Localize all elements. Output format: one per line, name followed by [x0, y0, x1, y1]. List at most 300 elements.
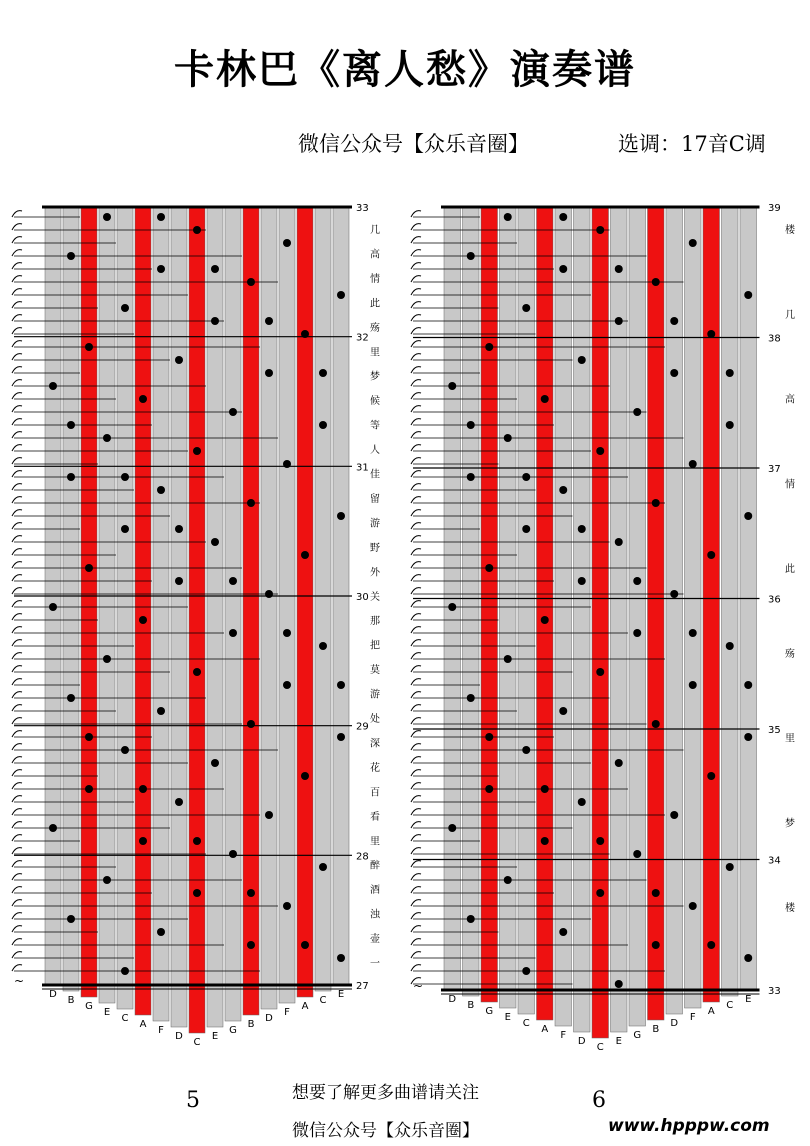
note-flag	[411, 809, 421, 815]
note-flag	[12, 757, 22, 763]
note-flag	[411, 211, 421, 217]
note-flag	[12, 653, 22, 659]
note-dot	[596, 226, 604, 234]
key-letter: E	[103, 1007, 111, 1018]
note-flag	[411, 783, 421, 789]
note-flag	[12, 783, 22, 789]
note-dot	[541, 837, 549, 845]
lyric-char: 一	[370, 958, 380, 970]
note-dot	[596, 447, 604, 455]
note-flag	[411, 354, 421, 360]
note-dot	[265, 590, 273, 598]
note-dot	[301, 330, 309, 338]
note-dot	[467, 473, 475, 481]
measure-number: 30	[356, 592, 369, 603]
note-dot	[247, 720, 255, 728]
note-dot	[157, 486, 165, 494]
note-dot	[121, 473, 129, 481]
tine-gray	[629, 207, 646, 1026]
key-letter: C	[121, 1013, 129, 1024]
note-flag	[12, 237, 22, 243]
note-flag	[411, 874, 421, 880]
key-letter: B	[67, 995, 75, 1006]
note-dot	[67, 473, 75, 481]
note-flag	[12, 965, 22, 971]
note-flag	[12, 939, 22, 945]
lyric-char: 梦	[370, 371, 380, 383]
note-flag	[411, 679, 421, 685]
note-flag	[411, 653, 421, 659]
note-dot	[247, 941, 255, 949]
note-dot	[85, 343, 93, 351]
lyric-char: 情	[370, 273, 380, 285]
note-dot	[726, 369, 734, 377]
note-dot	[504, 434, 512, 442]
measure-number: 39	[768, 203, 781, 214]
note-dot	[559, 213, 567, 221]
note-dot	[103, 876, 111, 884]
note-dot	[707, 330, 715, 338]
note-flag	[12, 471, 22, 477]
key-letter: G	[229, 1025, 237, 1036]
note-dot	[175, 577, 183, 585]
note-flag	[12, 692, 22, 698]
note-dot	[229, 577, 237, 585]
tine-gray	[63, 207, 79, 991]
note-dot	[541, 785, 549, 793]
note-flag	[411, 380, 421, 386]
lyric-char: 几	[785, 309, 795, 321]
note-dot	[283, 460, 291, 468]
subtitle-wechat: 微信公众号【众乐音圈】	[298, 132, 529, 156]
note-dot	[559, 707, 567, 715]
note-dot	[301, 941, 309, 949]
note-dot	[448, 603, 456, 611]
note-dot	[67, 421, 75, 429]
note-dot	[283, 629, 291, 637]
lyric-char: 莫	[370, 665, 380, 677]
note-flag	[411, 757, 421, 763]
key-letter: C	[596, 1042, 604, 1053]
key-letter: D	[577, 1036, 586, 1047]
note-flag	[12, 731, 22, 737]
note-dot	[193, 889, 201, 897]
note-flag	[12, 211, 22, 217]
footer-wechat-text: 微信公众号【众乐音圈】	[292, 1121, 479, 1141]
lyric-char: 里	[370, 347, 380, 359]
note-flag	[12, 484, 22, 490]
note-dot	[596, 837, 604, 845]
note-flag	[12, 705, 22, 711]
note-dot	[615, 265, 623, 273]
note-flag	[12, 913, 22, 919]
note-dot	[670, 317, 678, 325]
note-flag	[12, 354, 22, 360]
key-letter: F	[560, 1030, 567, 1041]
note-dot	[615, 317, 623, 325]
note-dot	[559, 486, 567, 494]
note-dot	[707, 772, 715, 780]
lyric-char: 处	[370, 714, 380, 726]
note-dot	[615, 538, 623, 546]
note-flag	[12, 419, 22, 425]
tine-red	[537, 207, 554, 1020]
note-flag	[411, 822, 421, 828]
note-dot	[121, 967, 129, 975]
note-flag	[12, 861, 22, 867]
note-flag	[12, 263, 22, 269]
key-letter: D	[49, 989, 57, 1000]
note-dot	[633, 408, 641, 416]
tine-red	[135, 207, 151, 1015]
tine-gray	[463, 207, 480, 996]
tine-gray	[117, 207, 133, 1009]
note-flag	[12, 796, 22, 802]
note-flag	[411, 861, 421, 867]
note-dot	[121, 746, 129, 754]
page-number-left: 5	[186, 1088, 200, 1113]
note-dot	[652, 941, 660, 949]
tine-gray	[611, 207, 628, 1032]
lyric-char: 等	[370, 420, 380, 432]
note-dot	[504, 213, 512, 221]
lyric-char: 那	[370, 616, 380, 628]
note-dot	[541, 395, 549, 403]
lyric-char: 壶	[370, 934, 380, 946]
tine-gray	[574, 207, 591, 1032]
note-flag	[411, 289, 421, 295]
note-flag	[12, 887, 22, 893]
note-flag	[411, 588, 421, 594]
note-dot	[283, 681, 291, 689]
measure-number: 37	[768, 464, 781, 475]
note-dot	[337, 733, 345, 741]
tine-gray	[500, 207, 517, 1008]
lyric-char: 浊	[370, 909, 380, 921]
lyric-char: 看	[370, 811, 380, 823]
note-dot	[689, 681, 697, 689]
note-flag	[12, 380, 22, 386]
measure-number: 32	[356, 332, 369, 344]
note-dot	[652, 720, 660, 728]
tine-red	[481, 207, 498, 1002]
note-flag	[12, 952, 22, 958]
lyric-char: 游	[370, 518, 380, 530]
note-flag	[411, 536, 421, 542]
note-dot	[744, 681, 752, 689]
note-dot	[448, 382, 456, 390]
tine-gray	[207, 207, 223, 1027]
note-dot	[139, 785, 147, 793]
note-dot	[522, 967, 530, 975]
note-dot	[319, 642, 327, 650]
note-dot	[522, 746, 530, 754]
note-flag	[411, 666, 421, 672]
note-dot	[467, 915, 475, 923]
lyric-char: 高	[370, 249, 380, 261]
note-flag	[12, 289, 22, 295]
key-letter: G	[633, 1030, 642, 1041]
note-dot	[578, 577, 586, 585]
note-flag	[411, 328, 421, 334]
lyric-char: 楼	[785, 225, 795, 236]
note-flag	[411, 887, 421, 893]
note-dot	[633, 629, 641, 637]
note-flag	[12, 445, 22, 451]
lyric-char: 梦	[785, 818, 795, 830]
note-dot	[652, 278, 660, 286]
note-flag	[411, 367, 421, 373]
key-letter: D	[265, 1013, 273, 1024]
note-dot	[85, 733, 93, 741]
lyric-char: 佳	[370, 469, 380, 481]
note-dot	[744, 733, 752, 741]
key-letter: C	[726, 1000, 734, 1011]
note-dot	[211, 538, 219, 546]
measure-number: 28	[356, 851, 369, 863]
note-flag	[411, 952, 421, 958]
note-flag	[12, 926, 22, 932]
note-dot	[103, 655, 111, 663]
lyric-char: 把	[370, 640, 380, 652]
note-dot	[337, 954, 345, 962]
note-flag	[12, 250, 22, 256]
note-dot	[467, 421, 475, 429]
tine-gray	[225, 207, 241, 1021]
note-dot	[319, 421, 327, 429]
key-letter: G	[85, 1001, 93, 1012]
note-flag	[12, 341, 22, 347]
key-letter: E	[504, 1012, 511, 1023]
note-dot	[157, 928, 165, 936]
note-dot	[247, 499, 255, 507]
lyric-char: 里	[785, 733, 795, 745]
note-dot	[103, 213, 111, 221]
note-dot	[578, 798, 586, 806]
note-dot	[689, 902, 697, 910]
note-dot	[139, 837, 147, 845]
note-flag	[12, 328, 22, 334]
key-letter: C	[522, 1018, 530, 1029]
note-dot	[121, 525, 129, 533]
note-dot	[615, 759, 623, 767]
note-dot	[726, 421, 734, 429]
measure-number: 29	[356, 721, 369, 733]
note-dot	[121, 304, 129, 312]
note-dot	[67, 694, 75, 702]
lyric-char: 候	[370, 396, 380, 408]
tilde-mark: ~	[14, 974, 25, 988]
note-flag	[12, 679, 22, 685]
note-flag	[12, 640, 22, 646]
note-flag	[12, 874, 22, 880]
note-flag	[12, 549, 22, 555]
tine-gray	[722, 207, 739, 996]
note-dot	[157, 213, 165, 221]
note-flag	[12, 666, 22, 672]
note-flag	[12, 575, 22, 581]
page-number-right: 6	[592, 1088, 606, 1113]
measure-number: 33	[356, 203, 369, 214]
note-flag	[12, 900, 22, 906]
note-flag	[12, 601, 22, 607]
note-flag	[411, 341, 421, 347]
note-dot	[485, 733, 493, 741]
key-letter: F	[158, 1025, 164, 1036]
note-flag	[12, 406, 22, 412]
note-flag	[411, 731, 421, 737]
note-dot	[103, 434, 111, 442]
note-dot	[229, 629, 237, 637]
note-flag	[12, 627, 22, 633]
key-letter: E	[745, 994, 752, 1005]
subtitle-key: 选调：17音C调	[618, 132, 766, 156]
key-letter: C	[193, 1037, 201, 1048]
key-letter: A	[707, 1006, 715, 1017]
note-flag	[411, 926, 421, 932]
measure-number: 38	[768, 333, 781, 345]
note-flag	[411, 510, 421, 516]
lyric-char: 高	[785, 394, 795, 406]
note-dot	[726, 642, 734, 650]
note-dot	[559, 265, 567, 273]
note-dot	[247, 278, 255, 286]
lyric-char: 情	[785, 479, 795, 491]
key-letter: G	[485, 1006, 494, 1017]
note-flag	[411, 419, 421, 425]
note-dot	[211, 759, 219, 767]
right-score-panel	[400, 195, 810, 1053]
note-flag	[12, 276, 22, 282]
note-flag	[411, 744, 421, 750]
note-dot	[689, 629, 697, 637]
note-flag	[12, 536, 22, 542]
note-flag	[12, 497, 22, 503]
note-flag	[411, 523, 421, 529]
note-dot	[337, 681, 345, 689]
measure-number: 34	[768, 855, 781, 867]
note-dot	[139, 616, 147, 624]
note-flag	[411, 614, 421, 620]
note-dot	[319, 369, 327, 377]
note-dot	[211, 265, 219, 273]
note-dot	[229, 408, 237, 416]
note-dot	[283, 239, 291, 247]
note-dot	[670, 590, 678, 598]
lyric-char: 关	[370, 591, 380, 603]
note-flag	[411, 302, 421, 308]
note-dot	[265, 369, 273, 377]
note-dot	[175, 356, 183, 364]
tine-gray	[261, 207, 277, 1009]
key-letter: A	[301, 1001, 309, 1012]
note-flag	[411, 575, 421, 581]
note-flag	[411, 900, 421, 906]
tine-gray	[315, 207, 331, 991]
lyric-char: 殇	[370, 322, 380, 334]
measure-number: 31	[356, 462, 369, 474]
note-flag	[411, 627, 421, 633]
note-dot	[49, 603, 57, 611]
lyric-char: 醉	[370, 860, 380, 872]
note-flag	[411, 770, 421, 776]
tine-gray	[153, 207, 169, 1021]
note-flag	[411, 263, 421, 269]
tine-red	[703, 207, 720, 1002]
note-dot	[578, 525, 586, 533]
note-dot	[67, 252, 75, 260]
tine-gray	[555, 207, 572, 1026]
key-letter: F	[284, 1007, 290, 1018]
key-letter: E	[211, 1031, 219, 1042]
note-flag	[411, 315, 421, 321]
note-dot	[485, 564, 493, 572]
note-dot	[337, 512, 345, 520]
key-letter: B	[247, 1019, 255, 1030]
measure-number: 36	[768, 594, 781, 606]
note-dot	[85, 785, 93, 793]
lyric-char: 野	[370, 542, 380, 554]
key-letter: B	[467, 1000, 475, 1011]
page-title: 卡林巴《离人愁》演奏谱	[174, 47, 636, 93]
note-dot	[670, 811, 678, 819]
note-dot	[522, 525, 530, 533]
note-flag	[12, 809, 22, 815]
note-flag	[411, 692, 421, 698]
measure-number: 35	[768, 725, 781, 736]
note-dot	[744, 954, 752, 962]
note-dot	[85, 564, 93, 572]
note-dot	[596, 889, 604, 897]
note-flag	[12, 562, 22, 568]
note-flag	[12, 432, 22, 438]
site-url[interactable]: www.hpppw.com	[608, 1116, 770, 1136]
note-dot	[578, 356, 586, 364]
note-flag	[411, 445, 421, 451]
lyric-char: 游	[370, 689, 380, 701]
lyric-char: 花	[370, 762, 380, 774]
key-letter: D	[448, 994, 457, 1005]
measure-number: 27	[356, 981, 369, 992]
note-dot	[337, 291, 345, 299]
note-dot	[744, 512, 752, 520]
tine-red	[648, 207, 665, 1020]
tine-red	[592, 207, 609, 1038]
note-dot	[726, 863, 734, 871]
note-flag	[411, 913, 421, 919]
note-flag	[411, 484, 421, 490]
key-letter: C	[319, 995, 327, 1006]
note-flag	[411, 562, 421, 568]
note-dot	[467, 694, 475, 702]
note-flag	[411, 393, 421, 399]
note-flag	[411, 848, 421, 854]
lyric-char: 酒	[370, 885, 380, 897]
note-dot	[596, 668, 604, 676]
note-dot	[485, 785, 493, 793]
note-flag	[411, 458, 421, 464]
lyric-char: 此	[785, 564, 795, 576]
lyric-char: 百	[370, 787, 380, 799]
note-flag	[411, 939, 421, 945]
note-dot	[707, 941, 715, 949]
note-dot	[175, 525, 183, 533]
note-dot	[49, 824, 57, 832]
left-score-panel	[0, 195, 400, 1048]
note-flag	[12, 822, 22, 828]
note-flag	[12, 744, 22, 750]
note-flag	[12, 614, 22, 620]
